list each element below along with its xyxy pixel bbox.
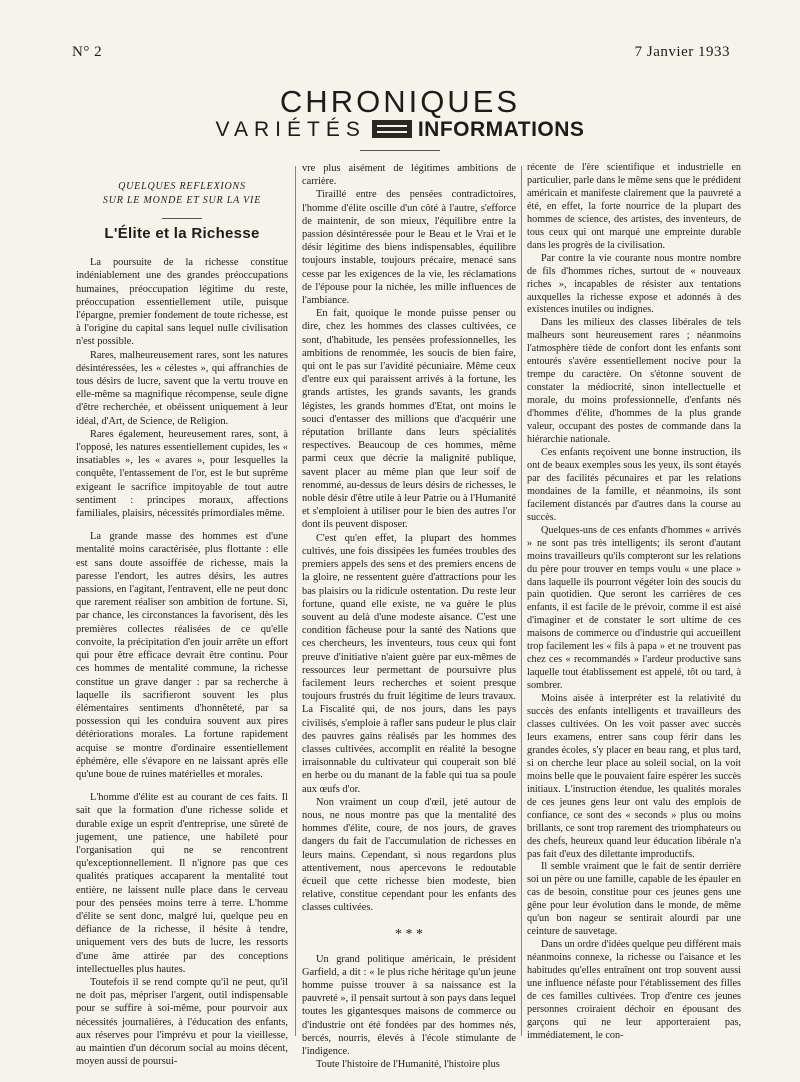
paragraph: La poursuite de la richesse constitue indéniablement une des grandes préoccupations humaines, préoccupation légitime du reste, préoccupation essentiellement utile, puisque l'épargne, premier fondement de toute richesse, est à l'origine du capital sans lequel nulle civilisation n'est possible. [76, 257, 288, 348]
paragraph: Ces enfants reçoivent une bonne instruction, ils ont de beaux exemples sous les yeux, ils sont étayés par des facilités pécunaires et par les relations mondaines de la famille, et néanmoins, ils sont facilement distancés par d'autres dans la course au succès. [527, 446, 741, 523]
paragraph: Dans un ordre d'idées quelque peu différent mais néanmoins connexe, la richesse ou l'aisance et les habitudes qu'elles entraînent ont trop souvent aussi une influence néfaste pour l'établissement des filles de ces familles cultivées. Trop d'entre ces jeunes personnes croiraient déchoir en épousant des garçons qui ne leur apporteraient pas, immédiatement, le con- [527, 939, 741, 1041]
paragraph: Tiraillé entre des pensées contradictoires, l'homme d'élite oscille d'un côté à l'autre, s'efforce de maintenir, de son mieux, l'équilibre entre la passion désintéressée pour le Beau et le Vrai et le désir légitime des biens indispensables, équilibre toujours instable, toujours précaire, menacé sans cesse par les exigences de la vie, les réclamations de l'épouse pour la nichée, les mille influences de l'ambiance. [302, 189, 516, 307]
column-divider [521, 166, 522, 1036]
paragraph: Par contre la vie courante nous montre nombre de fils d'hommes riches, surtout de « nouveaux riches », incapables de résister aux tentations auxquelles la richesse expose et adonnés à des existences inutiles ou indignes. [527, 252, 741, 316]
paragraph: Moins aisée à interpréter est la relativité du succès des enfants intelligents et travailleurs des classes cultivées. On les voit passer avec succès leurs examens, entrer sans coup férir dans les grandes écoles, s'y placer en beau rang, et plus tard, si on cherche leur place au soleil social, on la voit moins belle que le pouvaient faire espérer les succès initiaux. L'instruction étendue, les qualités morales de ces jeunes gens leur ont valu des emplois de confiance, ce sont des « seconds » plus ou moins brillants, ce sont trop rarement des triomphateurs ou des chefs, heureux quand leur éducation libérale n'a pas fait d'eux des dilettante improductifs. [527, 693, 741, 860]
paragraph: Dans les milieux des classes libérales de tels malheurs sont heureusement rares ; néanmoins l'atmosphère tiède de confort dont les enfants sont entourés s'avère essentiellement nocive pour la trempe du caractère. On s'étonne souvent de constater la médiocrité, sinon intellectuelle et morale, du moins professionnelle, d'enfants nés d'hommes d'élite, d'hommes de la plus grande valeur, occupant des postes de commande dans la hiérarchie nationale. [527, 317, 741, 446]
article-column-3 [527, 162, 741, 1043]
paragraph: C'est qu'en effet, la plupart des hommes cultivés, une fois dissipées les fumées troubles des premiers appels des sens et des premiers encens de la gloire, ne ressentent guère d'attractions pour les bas plaisirs ou la ridicule ostentation. Du reste leur fortune, quand elle existe, ne va guère le plus souvent au delà d'une modeste aisance. C'est une condition fâcheuse pour la santé des Nations que ces chercheurs, les inventeurs, tous ceux qui font preuve d'initiative n'aient guère par eux-mêmes de ressources leur permettant de poursuivre plus facilement leurs recherches et soient presque toujours frustrés du fruit légitime de leurs travaux. La Fiscalité qui, de nos jours, dans les pays civilisés, s'emploie à rafler sans pudeur le plus clair des pauvres gains réalisés par les hommes des classes cultivées, accomplit en réalité la besogne irraisonnable du cultivateur qui couperait son blé en herbe ou du manant de la fable qui tua sa poule aux œufs d'or. [302, 532, 516, 795]
masthead-rule [360, 150, 440, 151]
paragraph: Il semble vraiment que le fait de sentir derrière soi un père ou une famille, capable de les épauler en cas de besoin, constitue pour ces jeunes gens une gêne pour leur évolution dans le monde, de même qu'un bon nageur se sentirait alourdi par une ceinture de sauvetage. [527, 861, 741, 938]
paragraph: récente de l'ère scientifique et industrielle en particulier, parle dans le même sens que le prédident américain et manifeste clairement que la pauvreté a été, en effet, la forte nourrice de la plupart des hommes de science, des artistes, des inventeurs, de tous ceux qui ont marqué une empreinte durable dans les progrès de la civilisation. [527, 162, 741, 251]
masthead-word-informations: INFORMATIONS [417, 118, 585, 141]
paragraph: Toutefois il se rend compte qu'il ne peut, qu'il ne doit pas, mépriser l'argent, outil indispensable pour se suffire à soi-même, pour pourvoir aux nécessités journalières, à l'éducation des enfants, aux réserves pour l'imprévu et pour la vieillesse, au maintien d'un décorum social au moins décent, moyen aussi de poursui- [76, 976, 288, 1068]
paragraph: En fait, quoique le monde puisse penser ou dire, chez les hommes des classes cultivées, ce sont, d'habitude, les pensées professionnelles, les ambitions de renommée, les soucis de bien faire, qui ont le pas sur l'avidité pécuniaire. Même ceux d'entre eux qui paraissent arrivés à la fortune, les grands artistes, les grands savants, les grands légistes, les grands hommes d'Etat, ont moins le souci d'entasser des millions que d'acquérir une réputation brillante dans leurs spécialités respectives. Beaucoup de ces hommes, même parmi ceux que décrie la malignité publique, savent placer au même plan que leur soif de renommé, au-dessus de leurs désirs de richesses, le noble désir d'être utile à leur Patrie ou à l'Humanité et s'emploient à utiliser pour le bien des autres l'or dont ils peuvent disposer. [302, 308, 516, 531]
column-divider [295, 166, 296, 1036]
article-kicker [76, 180, 288, 208]
paragraph: vre plus aisément de légitimes ambitions de carrière. [302, 163, 516, 188]
masthead-title: CHRONIQUES [279, 84, 521, 119]
paragraph: Rares, malheureusement rares, sont les natures désintéressées, les « célestes », qui affranchies de tous désirs de lucre, savent que la vertu trouve en elle-même sa magnifique récompense, seule digne d'être recherchée, et obéissent uniquement à leur idéal, d'Art, de Science, de Religion. [76, 349, 288, 427]
kicker-line: SUR LE MONDE ET SUR LA VIE [102, 195, 262, 206]
article-column-1 [76, 176, 288, 1068]
kicker-line: QUELQUES REFLEXIONS [118, 181, 246, 192]
ornament-icon [372, 120, 412, 138]
paragraph: L'homme d'élite est au courant de ces faits. Il sait que la formation d'une richesse solide et durable exige un esprit d'entreprise, une sûreté de jugement, une patience, une habileté pour l'organisation qui ne se rencontrent qu'exceptionnellement. Il n'ignore pas que ces qualités pratiques accaparent la mentalité tout entière, ne laissent nulle place dans le cerveau pour des pensées moins terre à terre. L'homme d'élite se sent donc, malgré lui, quelque peu en défiance de la richesse, il hésite à tendre, uniquement vers des buts de lucre, les ressorts d'une âme attirée par des conceptions intellectuelles plus hautes. [76, 792, 288, 975]
paragraph: Quelques-uns de ces enfants d'hommes « arrivés » ne sont pas très intelligents; ils seront d'autant moins travailleurs qu'ils compteront sur les relations du père pour trouver en temps voulu « une place » dans laquelle ils pourront végéter loin des soucis du pain quotidien. Que seront les carrières de ces enfants, il est facile de le prévoir, comme il est aisé d'imaginer et de constater le sort ultime de ces maisons de commerce ou d'industrie qui accueillent trop facilement les « fils à papa » et ne trouvent pas chez ces « recommandés » l'ardeur productive sans laquelle tout établissement est appelé, tôt ou tard, à sombrer. [527, 524, 741, 692]
kicker-rule [162, 218, 202, 219]
issue-number: N° 2 [72, 44, 103, 60]
issue-date: 7 Janvier 1933 [634, 44, 730, 60]
article-title: L'Élite et la Richesse [104, 225, 260, 242]
paragraph: La grande masse des hommes est d'une mentalité moins caractérisée, plus flottante : elle est sans doute assoiffée de richesse, mais la paresse l'endort, les autres désirs, les autres passions, en l'agitant, l'entravent, elle ne peut donc que rarement réaliser son ambition de fortune. Si, par chance, les circonstances la favorisent, dès les premières collectes réalisées de ce qu'elle convoite, la précipitation d'en jouir arrête un effort qui pour être efficace devrait être continu. Pour ces hommes de mentalité commune, la richesse constitue un grave danger : par sa recherche à laquelle ils sacrifieront souvent les plus élémentaires sentiments d'honnêteté, par sa possession qui les conduira souvent aux pires détériorations morales. La fortune rapidement acquise se montre d'ordinaire essentiellement éphémère, elle s'évapore en ne laissant après elle qu'une boue de ruines matérielles et morales. [76, 531, 288, 780]
masthead-subtitle [0, 118, 800, 142]
paragraph: Rares également, heureusement rares, sont, à l'opposé, les natures essentiellement cupides, les « insatiables », les « avares », pour lesquelles la conquête, l'entassement de l'or, est le but suprême exigeant le sacrifice impitoyable de tout autre sentiment : principes moraux, affections familiales, plaisirs, nécessités primordiales même. [76, 428, 288, 520]
article-column-2 [302, 162, 516, 1071]
paragraph: Non vraiment un coup d'œil, jeté autour de nous, ne nous montre pas que la mentalité des hommes d'élite, coure, de nos jours, de graves dangers du fait de l'accumulation de richesses en leurs mains. Cependant, si nous regardons plus attentivement, nous apercevons le redoutable écueil que cette richesse bien modeste, bien relative, constitue cependant pour les enfants des classes cultivées. [302, 796, 516, 914]
section-separator: * * * [395, 926, 423, 942]
masthead-word-varietes: VARIÉTÉS [215, 118, 366, 141]
paragraph: Toute l'histoire de l'Humanité, l'histoire plus [316, 1059, 500, 1071]
paragraph: Un grand politique américain, le président Garfield, a dit : « le plus riche héritage qu'un jeune homme puisse trouver à sa naissance est la pauvreté », il pensait surtout à son pays dans lequel toutes les gigantesques maisons de commerce ou d'industrie ont été fondées par des hommes nés, bercés, nourris, élevés à l'école stimulante de l'indigence. [302, 953, 516, 1057]
